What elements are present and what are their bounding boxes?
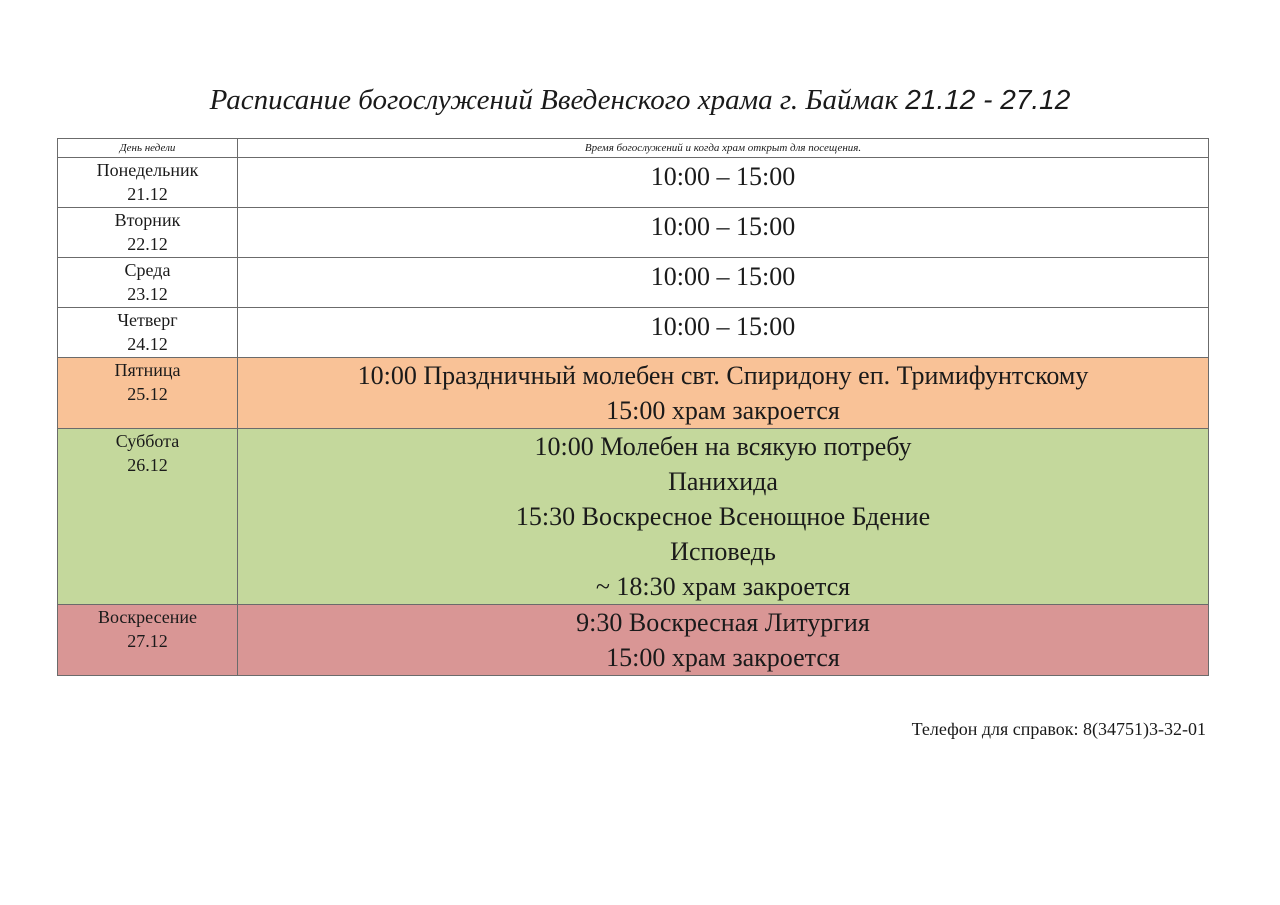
day-name: Понедельник [96, 160, 199, 180]
day-date: 21.12 [127, 184, 168, 204]
time-cell [238, 158, 1209, 208]
table-row-friday [58, 358, 1209, 429]
day-cell [58, 258, 238, 308]
day-cell [58, 429, 238, 605]
time-line: 10:00 – 15:00 [650, 312, 796, 341]
time-line: 15:00 храм закроется [606, 396, 840, 425]
day-cell [58, 308, 238, 358]
day-name: Воскресение [97, 607, 198, 627]
day-name: Четверг [117, 310, 178, 330]
phone-info: Телефон для справок: 8(34751)3-32-01 [911, 719, 1206, 739]
day-cell [58, 158, 238, 208]
table-row-wednesday [58, 258, 1209, 308]
day-date: 22.12 [127, 234, 168, 254]
day-name: Суббота [115, 431, 180, 451]
time-line: ~ 18:30 храм закроется [595, 572, 851, 601]
table-row-sunday [58, 605, 1209, 676]
time-cell [238, 308, 1209, 358]
time-cell [238, 605, 1209, 676]
title-dates: 21.12 - 27.12 [905, 84, 1071, 115]
day-name: Пятница [114, 360, 181, 380]
time-line: 15:30 Воскресное Всенощное Бдение [515, 502, 931, 531]
day-cell [58, 605, 238, 676]
day-name: Вторник [114, 210, 181, 230]
table-row-thursday [58, 308, 1209, 358]
day-name: Среда [124, 260, 171, 280]
time-cell [238, 358, 1209, 429]
table-header-row [58, 139, 1209, 158]
time-line: Панихида [668, 467, 778, 496]
day-cell [58, 358, 238, 429]
column-header-day: День недели [58, 139, 238, 158]
time-line: Исповедь [670, 537, 776, 566]
day-date: 24.12 [127, 334, 168, 354]
time-line: 10:00 Молебен на всякую потребу [534, 432, 912, 461]
table-row-monday [58, 158, 1209, 208]
time-line: 9:30 Воскресная Литургия [576, 608, 870, 637]
day-cell [58, 208, 238, 258]
time-cell [238, 208, 1209, 258]
day-date: 27.12 [127, 631, 168, 651]
time-line: 10:00 – 15:00 [650, 162, 796, 191]
schedule-table [57, 138, 1209, 676]
day-date: 26.12 [127, 455, 168, 475]
time-cell [238, 258, 1209, 308]
time-line: 10:00 – 15:00 [650, 262, 796, 291]
day-date: 23.12 [127, 284, 168, 304]
time-line: 15:00 храм закроется [606, 643, 840, 672]
table-row-saturday [58, 429, 1209, 605]
table-row-tuesday [58, 208, 1209, 258]
day-date: 25.12 [127, 384, 168, 404]
time-line: 10:00 Праздничный молебен свт. Спиридону еп. Тримифунтскому [357, 361, 1089, 390]
time-line: 10:00 – 15:00 [650, 212, 796, 241]
title-text: Расписание богослужений Введенского храма г. Баймак [209, 84, 899, 116]
page-title [0, 80, 1280, 120]
column-header-time: Время богослужений и когда храм открыт для посещения. [238, 139, 1209, 158]
time-cell [238, 429, 1209, 605]
